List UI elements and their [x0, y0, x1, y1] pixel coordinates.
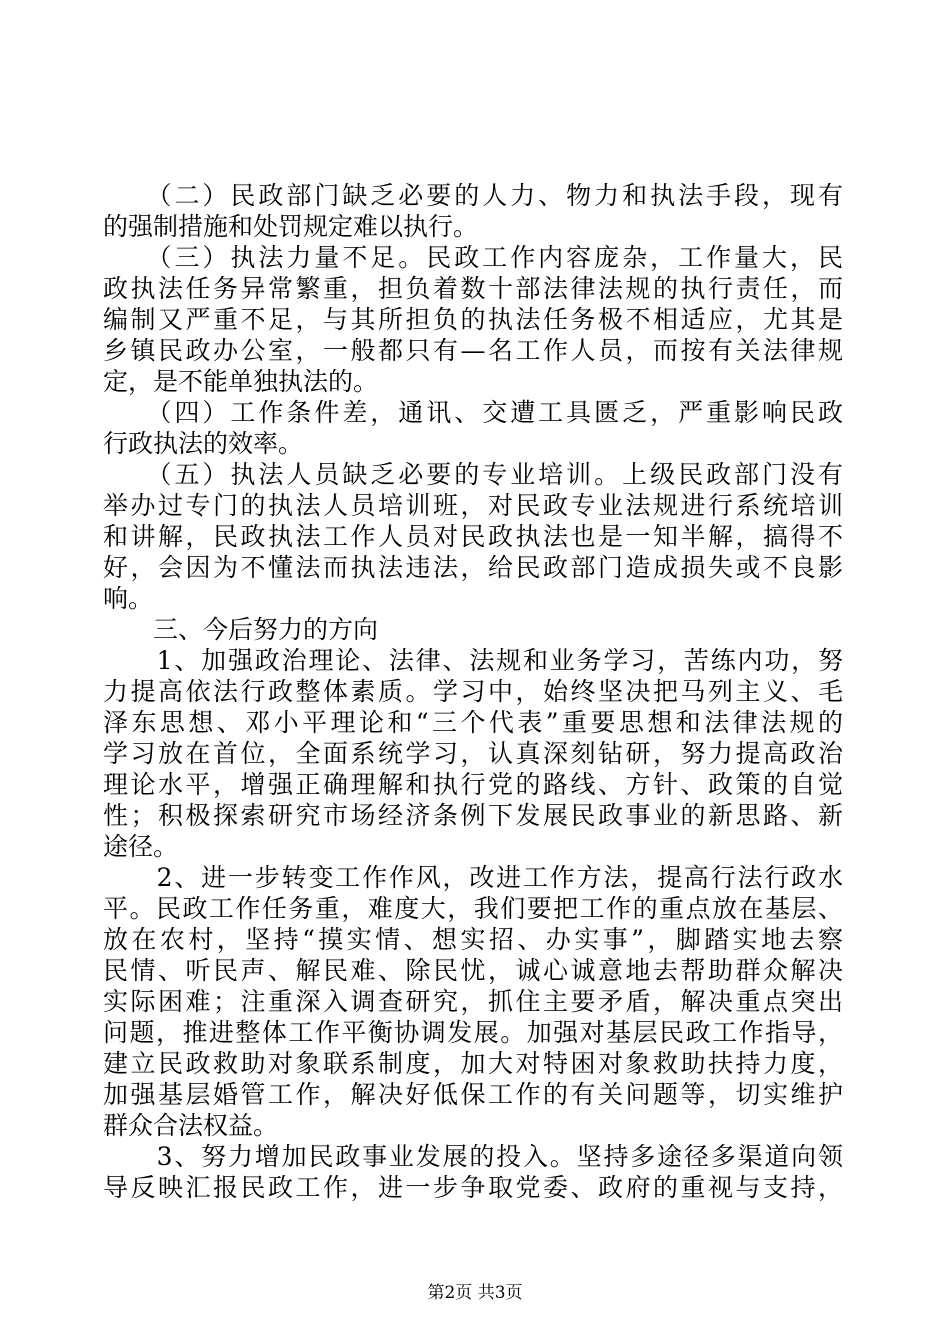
- text-line: 政执法任务异常繁重，担负着数十部法律法规的执行责任，而: [103, 274, 843, 303]
- section-heading: 三、今后努力的方向: [103, 615, 379, 644]
- text-line: 力提高依法行政整体素质。学习中，始终坚决把马列主义、毛: [103, 677, 843, 706]
- text-line: 途径。: [103, 832, 179, 861]
- text-line: 放在农村，坚持“摸实情、想实招、办实事”，脚踏实地去察: [103, 925, 843, 954]
- text-line: 泽东思想、邓小平理论和“三个代表”重要思想和法律法规的: [103, 708, 843, 737]
- text-line: （五）执法人员缺乏必要的专业培训。上级民政部门没有: [103, 460, 843, 489]
- text-line: 性；积极探索研究市场经济条例下发展民政事业的新思路、新: [103, 801, 843, 830]
- text-line: 建立民政救助对象联系制度，加大对特困对象救助扶持力度，: [103, 1049, 843, 1078]
- text-line: （四）工作条件差，通讯、交遭工具匮乏，严重影响民政: [103, 398, 843, 427]
- text-line: 乡镇民政办公室，一般都只有—名工作人员，而按有关法律规: [103, 336, 843, 365]
- text-line: 的强制措施和处罚规定难以执行。: [103, 212, 479, 241]
- text-line: 问题，推进整体工作平衡协调发展。加强对基层民政工作指导，: [103, 1018, 843, 1047]
- text-line: 和讲解，民政执法工作人员对民政执法也是一知半解，搞得不: [103, 522, 843, 551]
- text-line: 民情、听民声、解民难、除民忧，诚心诚意地去帮助群众解决: [103, 956, 843, 985]
- text-line: 行政执法的效率。: [103, 429, 304, 458]
- text-line: 3、努力增加民政事业发展的投入。坚持多途径多渠道向领: [103, 1142, 843, 1171]
- text-line: 1、加强政治理论、法律、法规和业务学习，苦练内功，努: [103, 646, 843, 675]
- text-line: 学习放在首位，全面系统学习，认真深刻钻研，努力提高政治: [103, 739, 843, 768]
- page-footer: 第2页 共3页: [427, 1283, 523, 1303]
- text-line: 加强基层婚管工作，解决好低保工作的有关问题等，切实维护: [103, 1080, 843, 1109]
- text-line: 举办过专门的执法人员培训班，对民政专业法规进行系统培训: [103, 491, 843, 520]
- text-line: 平。民政工作任务重，难度大，我们要把工作的重点放在基层、: [103, 894, 843, 923]
- text-line: 2、进一步转变工作作风，改进工作方法，提高行法行政水: [103, 863, 843, 892]
- text-line: 好，会因为不懂法而执法违法，给民政部门造成损失或不良影: [103, 553, 843, 582]
- text-line: 群众合法权益。: [103, 1111, 279, 1140]
- text-line: 定，是不能单独执法的。: [103, 367, 379, 396]
- text-line: 响。: [103, 584, 154, 613]
- text-line: 理论水平，增强正确理解和执行党的路线、方针、政策的自觉: [103, 770, 843, 799]
- text-line: 导反映汇报民政工作，进一步争取党委、政府的重视与支持，: [103, 1173, 843, 1202]
- text-line: 编制又严重不足，与其所担负的执法任务极不相适应，尤其是: [103, 305, 843, 334]
- text-line: （二）民政部门缺乏必要的人力、物力和执法手段，现有: [103, 181, 843, 210]
- text-line: 实际困难；注重深入调查研究，抓住主要矛盾，解决重点突出: [103, 987, 843, 1016]
- text-line: （三）执法力量不足。民政工作内容庞杂，工作量大，民: [103, 243, 843, 272]
